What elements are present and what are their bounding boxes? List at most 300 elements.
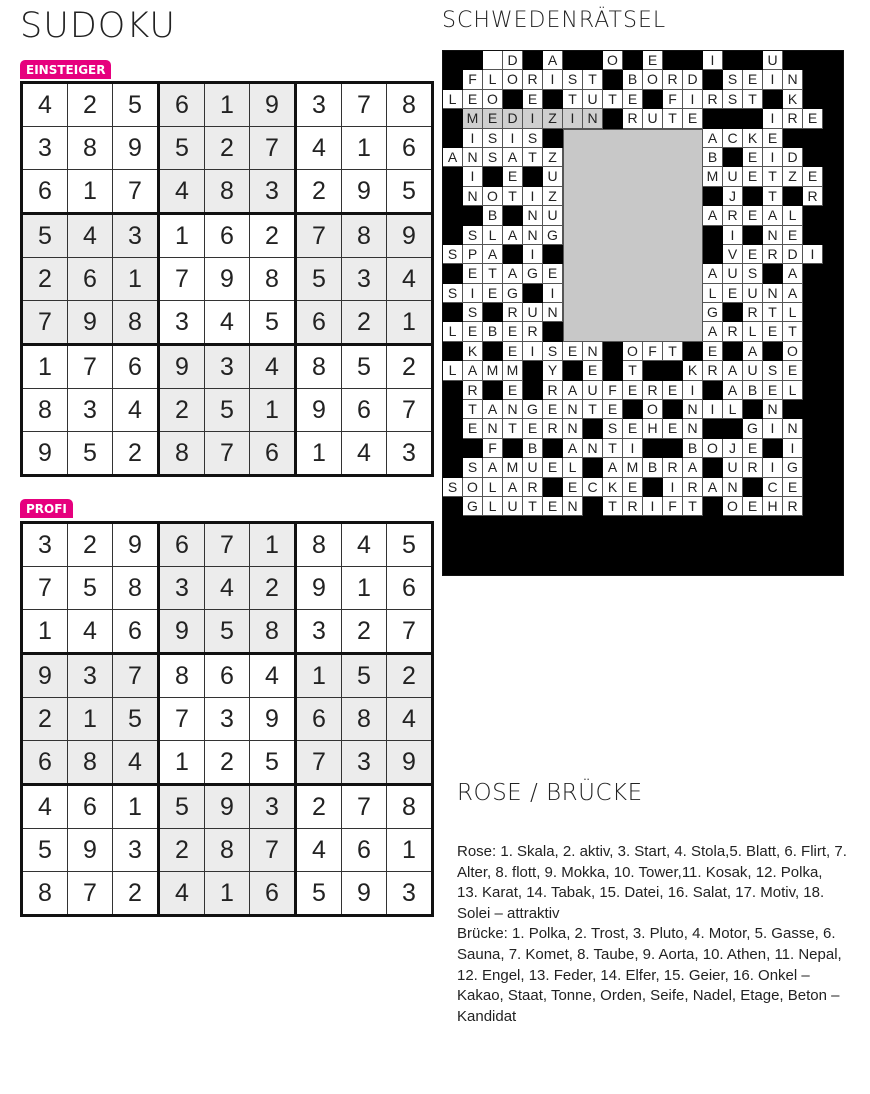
crossword-letter-cell: R xyxy=(663,70,683,89)
crossword-black-cell xyxy=(443,458,463,477)
crossword-black-cell xyxy=(823,400,843,419)
crossword-letter-cell: J xyxy=(723,439,743,458)
crossword-black-cell xyxy=(743,555,763,574)
sudoku-cell: 6 xyxy=(68,258,113,301)
rose-solution: Rose: 1. Skala, 2. aktiv, 3. Start, 4. Stola,5. Blatt, 6. Flirt, 7. Alter, 8. flott, 9. Mokka, 10. Tower,11. Kosak, 12. Polka, 13. Karat, 14. Tabak, 15. Datei, 16. Salat, 17. Motiv, 18. Solei – attraktiv xyxy=(457,843,847,922)
crossword-black-cell xyxy=(443,109,463,128)
sudoku-cell: 1 xyxy=(205,872,250,916)
crossword-letter-cell: E xyxy=(563,342,583,361)
crossword-letter-cell: T xyxy=(603,439,623,458)
sudoku-cell: 9 xyxy=(159,610,205,654)
crossword-black-cell xyxy=(563,516,583,535)
crossword-black-cell xyxy=(823,109,843,128)
sudoku-cell: 2 xyxy=(387,654,433,698)
crossword-black-cell xyxy=(803,90,823,109)
crossword-black-cell xyxy=(803,226,823,245)
crossword-letter-cell: Z xyxy=(543,109,563,128)
crossword-letter-cell: U xyxy=(543,206,563,225)
crossword-black-cell xyxy=(523,516,543,535)
crossword-letter-cell: L xyxy=(783,381,803,400)
crossword-black-cell xyxy=(743,400,763,419)
crossword-letter-cell: N xyxy=(463,187,483,206)
crossword-letter-cell: R xyxy=(763,245,783,264)
crossword-black-cell xyxy=(503,206,523,225)
crossword-letter-cell: I xyxy=(523,109,543,128)
crossword-letter-cell: N xyxy=(523,226,543,245)
crossword-letter-cell: C xyxy=(723,129,743,148)
crossword-black-cell xyxy=(483,167,503,186)
sudoku-cell: 8 xyxy=(250,610,296,654)
sudoku-cell: 3 xyxy=(387,432,433,476)
crossword-black-cell xyxy=(783,187,803,206)
profi-badge: PROFI xyxy=(20,499,73,518)
sudoku-cell: 3 xyxy=(250,170,296,214)
crossword-letter-cell: L xyxy=(783,206,803,225)
crossword-letter-cell: O xyxy=(503,70,523,89)
sudoku-cell: 9 xyxy=(159,345,205,389)
sudoku-cell: 1 xyxy=(113,785,159,829)
crossword-black-cell xyxy=(543,516,563,535)
sudoku-cell: 9 xyxy=(68,301,113,345)
sudoku-cell: 9 xyxy=(387,214,433,258)
sudoku-cell: 4 xyxy=(159,170,205,214)
crossword-letter-cell: K xyxy=(463,342,483,361)
crossword-letter-cell: I xyxy=(803,245,823,264)
crossword-black-cell xyxy=(723,342,743,361)
crossword-black-cell xyxy=(643,478,663,497)
crossword-black-cell xyxy=(803,303,823,322)
crossword-letter-cell: L xyxy=(443,90,463,109)
crossword-letter-cell: U xyxy=(583,90,603,109)
crossword-letter-cell: T xyxy=(603,90,623,109)
sudoku-cell: 2 xyxy=(68,523,113,567)
crossword-black-cell xyxy=(803,536,823,555)
crossword-black-cell xyxy=(803,70,823,89)
crossword-black-cell xyxy=(823,264,843,283)
crossword-letter-cell: U xyxy=(543,167,563,186)
crossword-letter-cell: R xyxy=(523,478,543,497)
crossword-black-cell xyxy=(783,555,803,574)
crossword-letter-cell: E xyxy=(463,419,483,438)
crossword-letter-cell: R xyxy=(523,70,543,89)
schwedenraetsel-title: SCHWEDENRÄTSEL xyxy=(442,8,667,33)
crossword-black-cell xyxy=(463,516,483,535)
sudoku-cell: 3 xyxy=(22,523,68,567)
crossword-letter-cell: M xyxy=(503,458,523,477)
crossword-letter-cell: A xyxy=(703,478,723,497)
crossword-letter-cell: G xyxy=(503,284,523,303)
crossword-black-cell xyxy=(823,187,843,206)
sudoku-cell: 8 xyxy=(159,654,205,698)
crossword-black-cell xyxy=(763,90,783,109)
crossword-letter-cell: A xyxy=(483,458,503,477)
sudoku-title: SUDOKU xyxy=(20,6,176,46)
sudoku-cell: 6 xyxy=(113,345,159,389)
crossword-letter-cell: M xyxy=(503,361,523,380)
crossword-letter-cell: A xyxy=(703,206,723,225)
crossword-letter-cell: E xyxy=(743,497,763,516)
sudoku-cell: 8 xyxy=(387,785,433,829)
crossword-black-cell xyxy=(723,555,743,574)
crossword-black-cell xyxy=(443,303,463,322)
sudoku-cell: 9 xyxy=(342,872,387,916)
crossword-letter-cell: L xyxy=(443,322,463,341)
crossword-black-cell xyxy=(803,206,823,225)
crossword-letter-cell: A xyxy=(563,381,583,400)
crossword-letter-cell: E xyxy=(743,148,763,167)
sudoku-cell: 2 xyxy=(159,389,205,432)
sudoku-cell: 7 xyxy=(342,83,387,127)
crossword-black-cell xyxy=(783,129,803,148)
crossword-letter-cell: I xyxy=(463,129,483,148)
crossword-letter-cell: I xyxy=(523,187,543,206)
schwedenraetsel-grid xyxy=(442,50,844,576)
crossword-black-cell xyxy=(683,555,703,574)
crossword-black-cell xyxy=(823,439,843,458)
crossword-letter-cell: Y xyxy=(543,361,563,380)
crossword-black-cell xyxy=(743,478,763,497)
crossword-letter-cell: B xyxy=(523,439,543,458)
crossword-letter-cell: E xyxy=(563,478,583,497)
crossword-letter-cell: U xyxy=(743,284,763,303)
sudoku-cell: 9 xyxy=(296,389,342,432)
sudoku-cell: 4 xyxy=(113,741,159,785)
crossword-letter-cell: G xyxy=(783,458,803,477)
crossword-black-cell xyxy=(463,536,483,555)
sudoku-cell: 6 xyxy=(250,872,296,916)
crossword-black-cell xyxy=(483,381,503,400)
crossword-black-cell xyxy=(523,167,543,186)
crossword-letter-cell: D xyxy=(503,109,523,128)
crossword-black-cell xyxy=(663,400,683,419)
sudoku-cell: 6 xyxy=(159,523,205,567)
sudoku-cell: 5 xyxy=(205,610,250,654)
sudoku-cell: 4 xyxy=(205,301,250,345)
crossword-black-cell xyxy=(703,187,723,206)
crossword-black-cell xyxy=(823,51,843,70)
sudoku-cell: 2 xyxy=(342,610,387,654)
crossword-letter-cell: F xyxy=(483,439,503,458)
sudoku-cell: 8 xyxy=(113,567,159,610)
crossword-letter-cell: D xyxy=(683,70,703,89)
sudoku-cell: 8 xyxy=(250,258,296,301)
crossword-letter-cell: A xyxy=(723,361,743,380)
crossword-letter-cell: O xyxy=(603,51,623,70)
crossword-letter-cell: S xyxy=(463,226,483,245)
crossword-letter-cell: N xyxy=(723,478,743,497)
crossword-letter-cell: J xyxy=(723,187,743,206)
crossword-letter-cell: M xyxy=(703,167,723,186)
crossword-letter-cell: T xyxy=(483,264,503,283)
crossword-black-cell xyxy=(743,536,763,555)
crossword-letter-cell: U xyxy=(583,381,603,400)
sudoku-cell: 3 xyxy=(205,345,250,389)
crossword-black-cell xyxy=(443,187,463,206)
crossword-black-cell xyxy=(703,109,723,128)
crossword-black-cell xyxy=(763,264,783,283)
crossword-letter-cell: U xyxy=(723,264,743,283)
sudoku-cell: 4 xyxy=(387,698,433,741)
sudoku-cell: 5 xyxy=(250,741,296,785)
crossword-letter-cell: T xyxy=(603,497,623,516)
sudoku-cell: 4 xyxy=(387,258,433,301)
crossword-black-cell xyxy=(783,516,803,535)
crossword-black-cell xyxy=(443,497,463,516)
sudoku-row xyxy=(22,741,433,785)
crossword-black-cell xyxy=(463,206,483,225)
crossword-letter-cell: S xyxy=(483,148,503,167)
crossword-black-cell xyxy=(823,70,843,89)
crossword-letter-cell: I xyxy=(663,478,683,497)
sudoku-cell: 6 xyxy=(205,214,250,258)
crossword-black-cell xyxy=(463,439,483,458)
crossword-letter-cell: M xyxy=(463,109,483,128)
sudoku-cell: 9 xyxy=(342,170,387,214)
crossword-letter-cell: O xyxy=(783,342,803,361)
sudoku-cell: 2 xyxy=(113,432,159,476)
crossword-letter-cell: E xyxy=(543,264,563,283)
crossword-letter-cell: E xyxy=(503,342,523,361)
sudoku-cell: 5 xyxy=(342,654,387,698)
crossword-letter-cell: E xyxy=(683,109,703,128)
sudoku-cell: 4 xyxy=(68,610,113,654)
crossword-letter-cell: I xyxy=(503,129,523,148)
crossword-letter-cell: I xyxy=(523,342,543,361)
crossword-letter-cell: I xyxy=(643,497,663,516)
sudoku-row xyxy=(22,258,433,301)
sudoku-cell: 4 xyxy=(159,872,205,916)
crossword-black-cell xyxy=(803,322,823,341)
crossword-black-cell xyxy=(803,516,823,535)
sudoku-cell: 4 xyxy=(22,83,68,127)
crossword-letter-cell: I xyxy=(563,109,583,128)
crossword-black-cell xyxy=(603,70,623,89)
sudoku-cell: 5 xyxy=(113,83,159,127)
sudoku-cell: 3 xyxy=(68,654,113,698)
crossword-letter-cell: O xyxy=(623,342,643,361)
crossword-black-cell xyxy=(703,497,723,516)
crossword-black-cell xyxy=(643,555,663,574)
crossword-letter-cell: K xyxy=(603,478,623,497)
crossword-black-cell xyxy=(443,129,463,148)
crossword-letter-cell: L xyxy=(703,284,723,303)
sudoku-row xyxy=(22,127,433,170)
crossword-letter-cell: L xyxy=(743,322,763,341)
crossword-letter-cell: F xyxy=(603,381,623,400)
crossword-letter-cell: L xyxy=(723,400,743,419)
crossword-black-cell xyxy=(443,419,463,438)
crossword-letter-cell: Z xyxy=(543,187,563,206)
crossword-letter-cell: R xyxy=(803,187,823,206)
crossword-letter-cell: R xyxy=(683,478,703,497)
crossword-letter-cell: N xyxy=(503,400,523,419)
crossword-letter-cell: R xyxy=(463,381,483,400)
crossword-letter-cell: A xyxy=(783,284,803,303)
crossword-letter-cell: A xyxy=(503,264,523,283)
sudoku-cell: 2 xyxy=(387,345,433,389)
crossword-letter-cell: S xyxy=(443,284,463,303)
crossword-letter-cell: D xyxy=(503,51,523,70)
crossword-black-cell xyxy=(803,264,823,283)
crossword-black-cell xyxy=(623,516,643,535)
crossword-black-cell xyxy=(583,555,603,574)
crossword-letter-cell: A xyxy=(503,478,523,497)
crossword-black-cell xyxy=(543,90,563,109)
crossword-black-cell xyxy=(723,303,743,322)
sudoku-cell: 4 xyxy=(68,214,113,258)
crossword-black-cell xyxy=(803,439,823,458)
crossword-letter-cell: I xyxy=(783,439,803,458)
sudoku-cell: 7 xyxy=(68,872,113,916)
sudoku-cell: 4 xyxy=(342,523,387,567)
crossword-black-cell xyxy=(483,516,503,535)
crossword-letter-cell: D xyxy=(783,148,803,167)
crossword-letter-cell: R xyxy=(743,303,763,322)
bruecke-solution: Brücke: 1. Polka, 2. Trost, 3. Pluto, 4. Motor, 5. Gasse, 6. Sauna, 7. Komet, 8. Taube, 9. Aorta, 10. Athen, 11. Nepal, 12. Engel, 13. Feder, 14. Elfer, 15. Geier, 16. Onkel – Kakao, Staat, Tonne, Orden, Seife, Nadel, Etage, Beton – Kandidat xyxy=(457,925,842,1025)
crossword-black-cell xyxy=(543,536,563,555)
crossword-letter-cell: S xyxy=(723,90,743,109)
crossword-black-cell xyxy=(443,439,463,458)
crossword-black-cell xyxy=(803,381,823,400)
crossword-black-cell xyxy=(523,284,543,303)
crossword-black-cell xyxy=(763,439,783,458)
crossword-letter-cell: R xyxy=(723,206,743,225)
crossword-letter-cell: E xyxy=(463,90,483,109)
crossword-black-cell xyxy=(823,206,843,225)
crossword-black-cell xyxy=(523,51,543,70)
sudoku-cell: 1 xyxy=(22,610,68,654)
crossword-letter-cell: O xyxy=(703,439,723,458)
sudoku-cell: 9 xyxy=(296,567,342,610)
crossword-black-cell xyxy=(703,516,723,535)
solution-title: ROSE / BRÜCKE xyxy=(457,780,643,806)
sudoku-cell: 2 xyxy=(296,785,342,829)
crossword-black-cell xyxy=(823,361,843,380)
crossword-letter-cell: N xyxy=(583,439,603,458)
sudoku-cell: 5 xyxy=(113,698,159,741)
sudoku-cell: 8 xyxy=(159,432,205,476)
crossword-black-cell xyxy=(443,381,463,400)
crossword-letter-cell: A xyxy=(723,381,743,400)
crossword-black-cell xyxy=(463,51,483,70)
crossword-letter-cell: V xyxy=(723,245,743,264)
crossword-letter-cell: I xyxy=(763,419,783,438)
crossword-letter-cell: B xyxy=(483,322,503,341)
crossword-letter-cell: U xyxy=(643,109,663,128)
sudoku-cell: 9 xyxy=(205,785,250,829)
crossword-black-cell xyxy=(823,167,843,186)
sudoku-cell: 7 xyxy=(113,654,159,698)
sudoku-cell: 1 xyxy=(250,389,296,432)
crossword-letter-cell: E xyxy=(483,109,503,128)
crossword-letter-cell: T xyxy=(663,342,683,361)
crossword-letter-cell: A xyxy=(483,245,503,264)
crossword-black-cell xyxy=(563,536,583,555)
crossword-letter-cell: T xyxy=(623,361,643,380)
crossword-letter-cell: A xyxy=(703,322,723,341)
crossword-letter-cell: E xyxy=(583,361,603,380)
crossword-letter-cell: E xyxy=(483,284,503,303)
sudoku-cell: 6 xyxy=(342,389,387,432)
crossword-black-cell xyxy=(823,497,843,516)
sudoku-cell: 7 xyxy=(159,258,205,301)
crossword-black-cell xyxy=(523,536,543,555)
crossword-black-cell xyxy=(763,555,783,574)
crossword-letter-cell: C xyxy=(763,478,783,497)
crossword-letter-cell: D xyxy=(783,245,803,264)
crossword-letter-cell: I xyxy=(543,70,563,89)
sudoku-cell: 6 xyxy=(296,698,342,741)
crossword-letter-cell: I xyxy=(763,458,783,477)
crossword-black-cell xyxy=(723,109,743,128)
sudoku-row xyxy=(22,872,433,916)
crossword-black-cell xyxy=(763,342,783,361)
crossword-black-cell xyxy=(803,497,823,516)
crossword-letter-cell: S xyxy=(763,361,783,380)
crossword-black-cell xyxy=(643,516,663,535)
crossword-letter-cell: O xyxy=(723,497,743,516)
crossword-letter-cell: R xyxy=(663,458,683,477)
sudoku-cell: 7 xyxy=(22,567,68,610)
crossword-letter-cell: A xyxy=(563,439,583,458)
crossword-black-cell xyxy=(823,555,843,574)
crossword-letter-cell: L xyxy=(443,361,463,380)
crossword-black-cell xyxy=(443,342,463,361)
crossword-letter-cell: I xyxy=(703,400,723,419)
sudoku-cell: 5 xyxy=(68,432,113,476)
crossword-black-cell xyxy=(703,381,723,400)
crossword-letter-cell: F xyxy=(643,342,663,361)
crossword-black-cell xyxy=(443,264,463,283)
crossword-letter-cell: I xyxy=(763,148,783,167)
crossword-letter-cell: R xyxy=(623,497,643,516)
sudoku-cell: 8 xyxy=(387,83,433,127)
crossword-letter-cell: A xyxy=(443,148,463,167)
crossword-black-cell xyxy=(443,226,463,245)
crossword-letter-cell: B xyxy=(703,148,723,167)
crossword-letter-cell: U xyxy=(763,51,783,70)
crossword-black-cell xyxy=(723,536,743,555)
crossword-letter-cell: U xyxy=(523,458,543,477)
crossword-letter-cell: E xyxy=(723,284,743,303)
sudoku-cell: 8 xyxy=(22,389,68,432)
sudoku-cell: 4 xyxy=(22,785,68,829)
sudoku-cell: 3 xyxy=(113,829,159,872)
crossword-letter-cell: G xyxy=(523,400,543,419)
crossword-black-cell xyxy=(583,419,603,438)
crossword-black-cell xyxy=(543,245,563,264)
crossword-black-cell xyxy=(503,90,523,109)
crossword-black-cell xyxy=(483,555,503,574)
crossword-black-cell xyxy=(603,516,623,535)
crossword-black-cell xyxy=(503,536,523,555)
crossword-letter-cell: H xyxy=(763,497,783,516)
crossword-black-cell xyxy=(823,284,843,303)
crossword-black-cell xyxy=(803,284,823,303)
crossword-letter-cell: A xyxy=(603,458,623,477)
crossword-letter-cell: E xyxy=(783,361,803,380)
sudoku-cell: 1 xyxy=(342,127,387,170)
crossword-black-cell xyxy=(703,226,723,245)
crossword-letter-cell: E xyxy=(763,322,783,341)
crossword-letter-cell: E xyxy=(763,381,783,400)
sudoku-cell: 3 xyxy=(296,610,342,654)
crossword-black-cell xyxy=(803,129,823,148)
crossword-black-cell xyxy=(643,90,663,109)
crossword-letter-cell: R xyxy=(543,419,563,438)
sudoku-cell: 7 xyxy=(296,741,342,785)
crossword-letter-cell: E xyxy=(743,167,763,186)
